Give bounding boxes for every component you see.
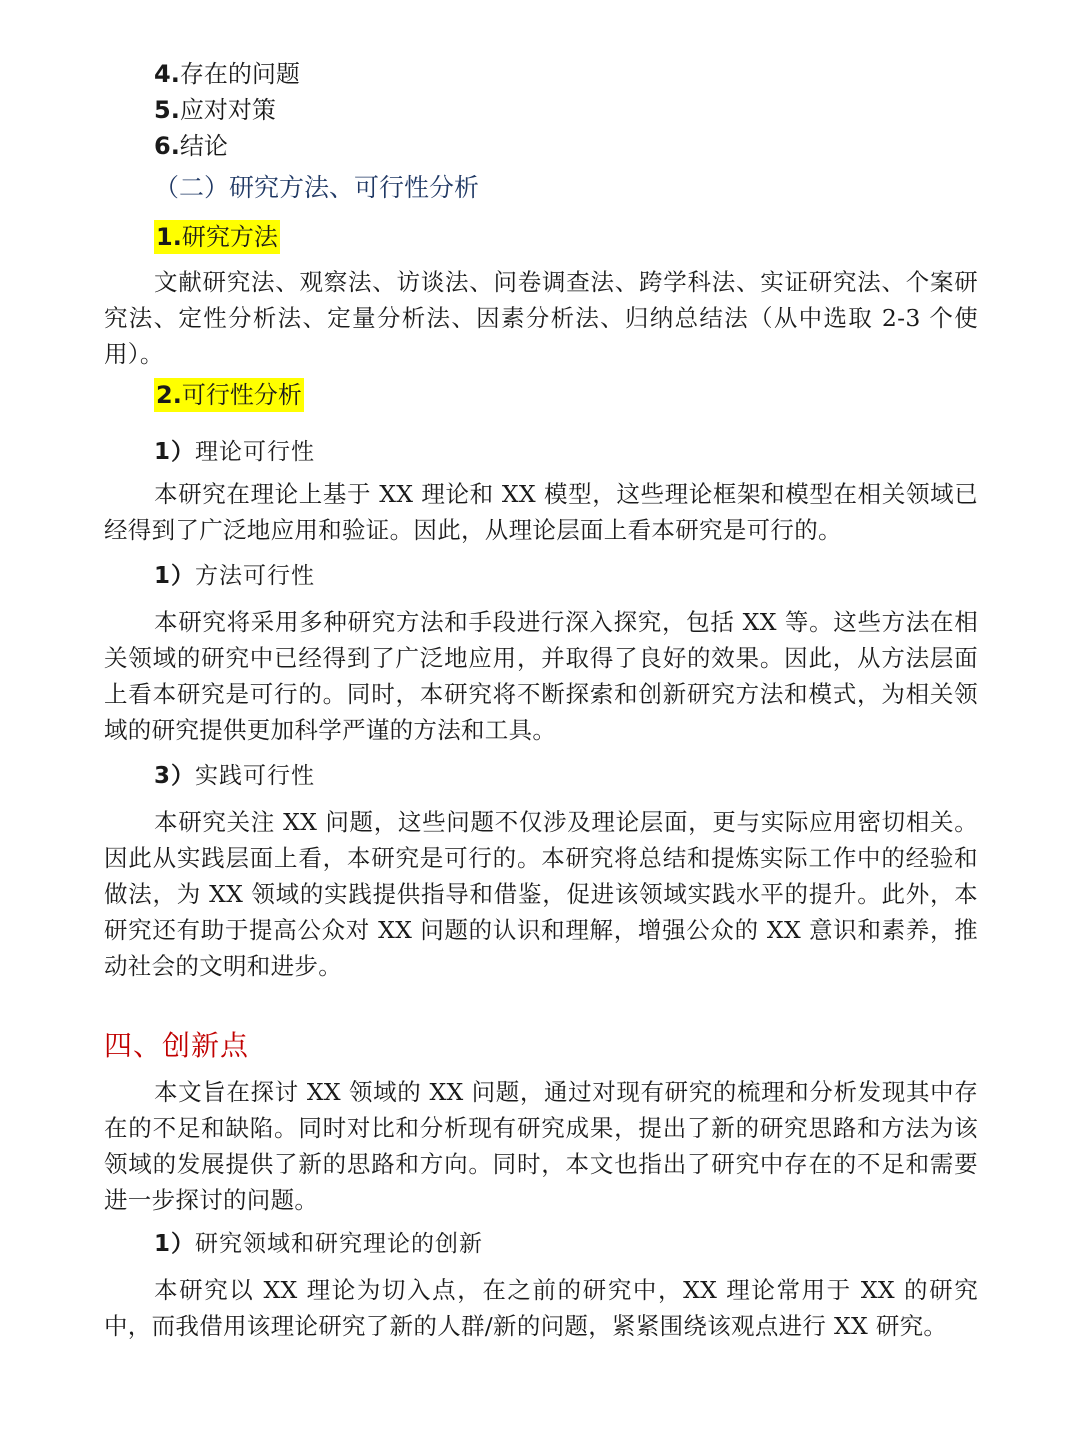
theory-feasibility-heading — [154, 434, 978, 470]
method-feasibility-paragraph: 本研究将采用多种研究方法和手段进行深入探究，包括 XX 等。这些方法在相关领域的研究中已经得到了广泛地应用，并取得了良好的效果。因此，从方法层面上看本研究是可行的。同时，本研究将不断探索和创新研究方法和模式，为相关领域的研究提供更加科学严谨的方法和工具。 — [104, 608, 978, 744]
list-item — [154, 56, 978, 92]
theory-feasibility-paragraph: 本研究在理论上基于 XX 理论和 XX 模型，这些理论框架和模型在相关领域已经得到了广泛地应用和验证。因此，从理论层面上看本研究是可行的。 — [104, 480, 978, 544]
method-heading — [154, 220, 280, 254]
heading-number: 2. — [156, 381, 182, 409]
document-page — [104, 56, 978, 1344]
feasibility-heading-row — [104, 378, 978, 418]
heading-number: 1） — [154, 563, 196, 589]
innovation-point-paragraph: 本研究以 XX 理论为切入点，在之前的研究中，XX 理论常用于 XX 的研究中，而我借用该理论研究了新的人群/新的问题，紧紧围绕该观点进行 XX 研究。 — [104, 1276, 978, 1340]
list-number: 6. — [154, 132, 180, 160]
innovation-point-heading — [154, 1226, 978, 1262]
outline-list — [104, 56, 978, 164]
list-item — [154, 92, 978, 128]
list-item — [154, 128, 978, 164]
list-text: 存在的问题 — [179, 60, 300, 88]
heading-number: 1） — [154, 1231, 196, 1257]
practice-feasibility-paragraph: 本研究关注 XX 问题，这些问题不仅涉及理论层面，更与实际应用密切相关。因此从实践层面上看，本研究是可行的。本研究将总结和提炼实际工作中的经验和做法，为 XX 领域的实践提供指导和借鉴，促进该领域实践水平的提升。此外，本研究还有助于提高公众对 XX 问题的认识和理解，增强公众的 XX 意识和素养，推动社会的文明和进步。 — [104, 808, 978, 980]
heading-text: 研究领域和研究理论的创新 — [195, 1231, 484, 1257]
innovation-section-title: 四、创新点 — [104, 1029, 250, 1062]
list-number: 5. — [154, 96, 180, 124]
method-heading-row — [104, 220, 978, 260]
list-number: 4. — [154, 60, 180, 88]
heading-number: 3） — [154, 763, 196, 789]
practice-feasibility-heading — [154, 758, 978, 794]
heading-number: 1） — [154, 439, 196, 465]
innovation-paragraph: 本文旨在探讨 XX 领域的 XX 问题，通过对现有研究的梳理和分析发现其中存在的不足和缺陷。同时对比和分析现有研究成果，提出了新的研究思路和方法为该领域的发展提供了新的思路和方向。同时，本文也指出了研究中存在的不足和需要进一步探讨的问题。 — [104, 1078, 978, 1214]
heading-text: 实践可行性 — [195, 763, 316, 789]
heading-text: 可行性分析 — [181, 381, 302, 409]
list-text: 应对对策 — [179, 96, 276, 124]
heading-text: 理论可行性 — [195, 439, 316, 465]
feasibility-heading — [154, 378, 304, 412]
subsection-title: （二）研究方法、可行性分析 — [154, 173, 480, 202]
method-paragraph: 文献研究法、观察法、访谈法、问卷调查法、跨学科法、实证研究法、个案研究法、定性分析法、定量分析法、因素分析法、归纳总结法（从中选取 2-3 个使用）。 — [104, 268, 978, 368]
heading-text: 方法可行性 — [195, 563, 316, 589]
heading-number: 1. — [156, 223, 182, 251]
method-feasibility-heading — [154, 558, 978, 594]
list-text: 结论 — [179, 132, 228, 160]
heading-text: 研究方法 — [181, 223, 278, 251]
